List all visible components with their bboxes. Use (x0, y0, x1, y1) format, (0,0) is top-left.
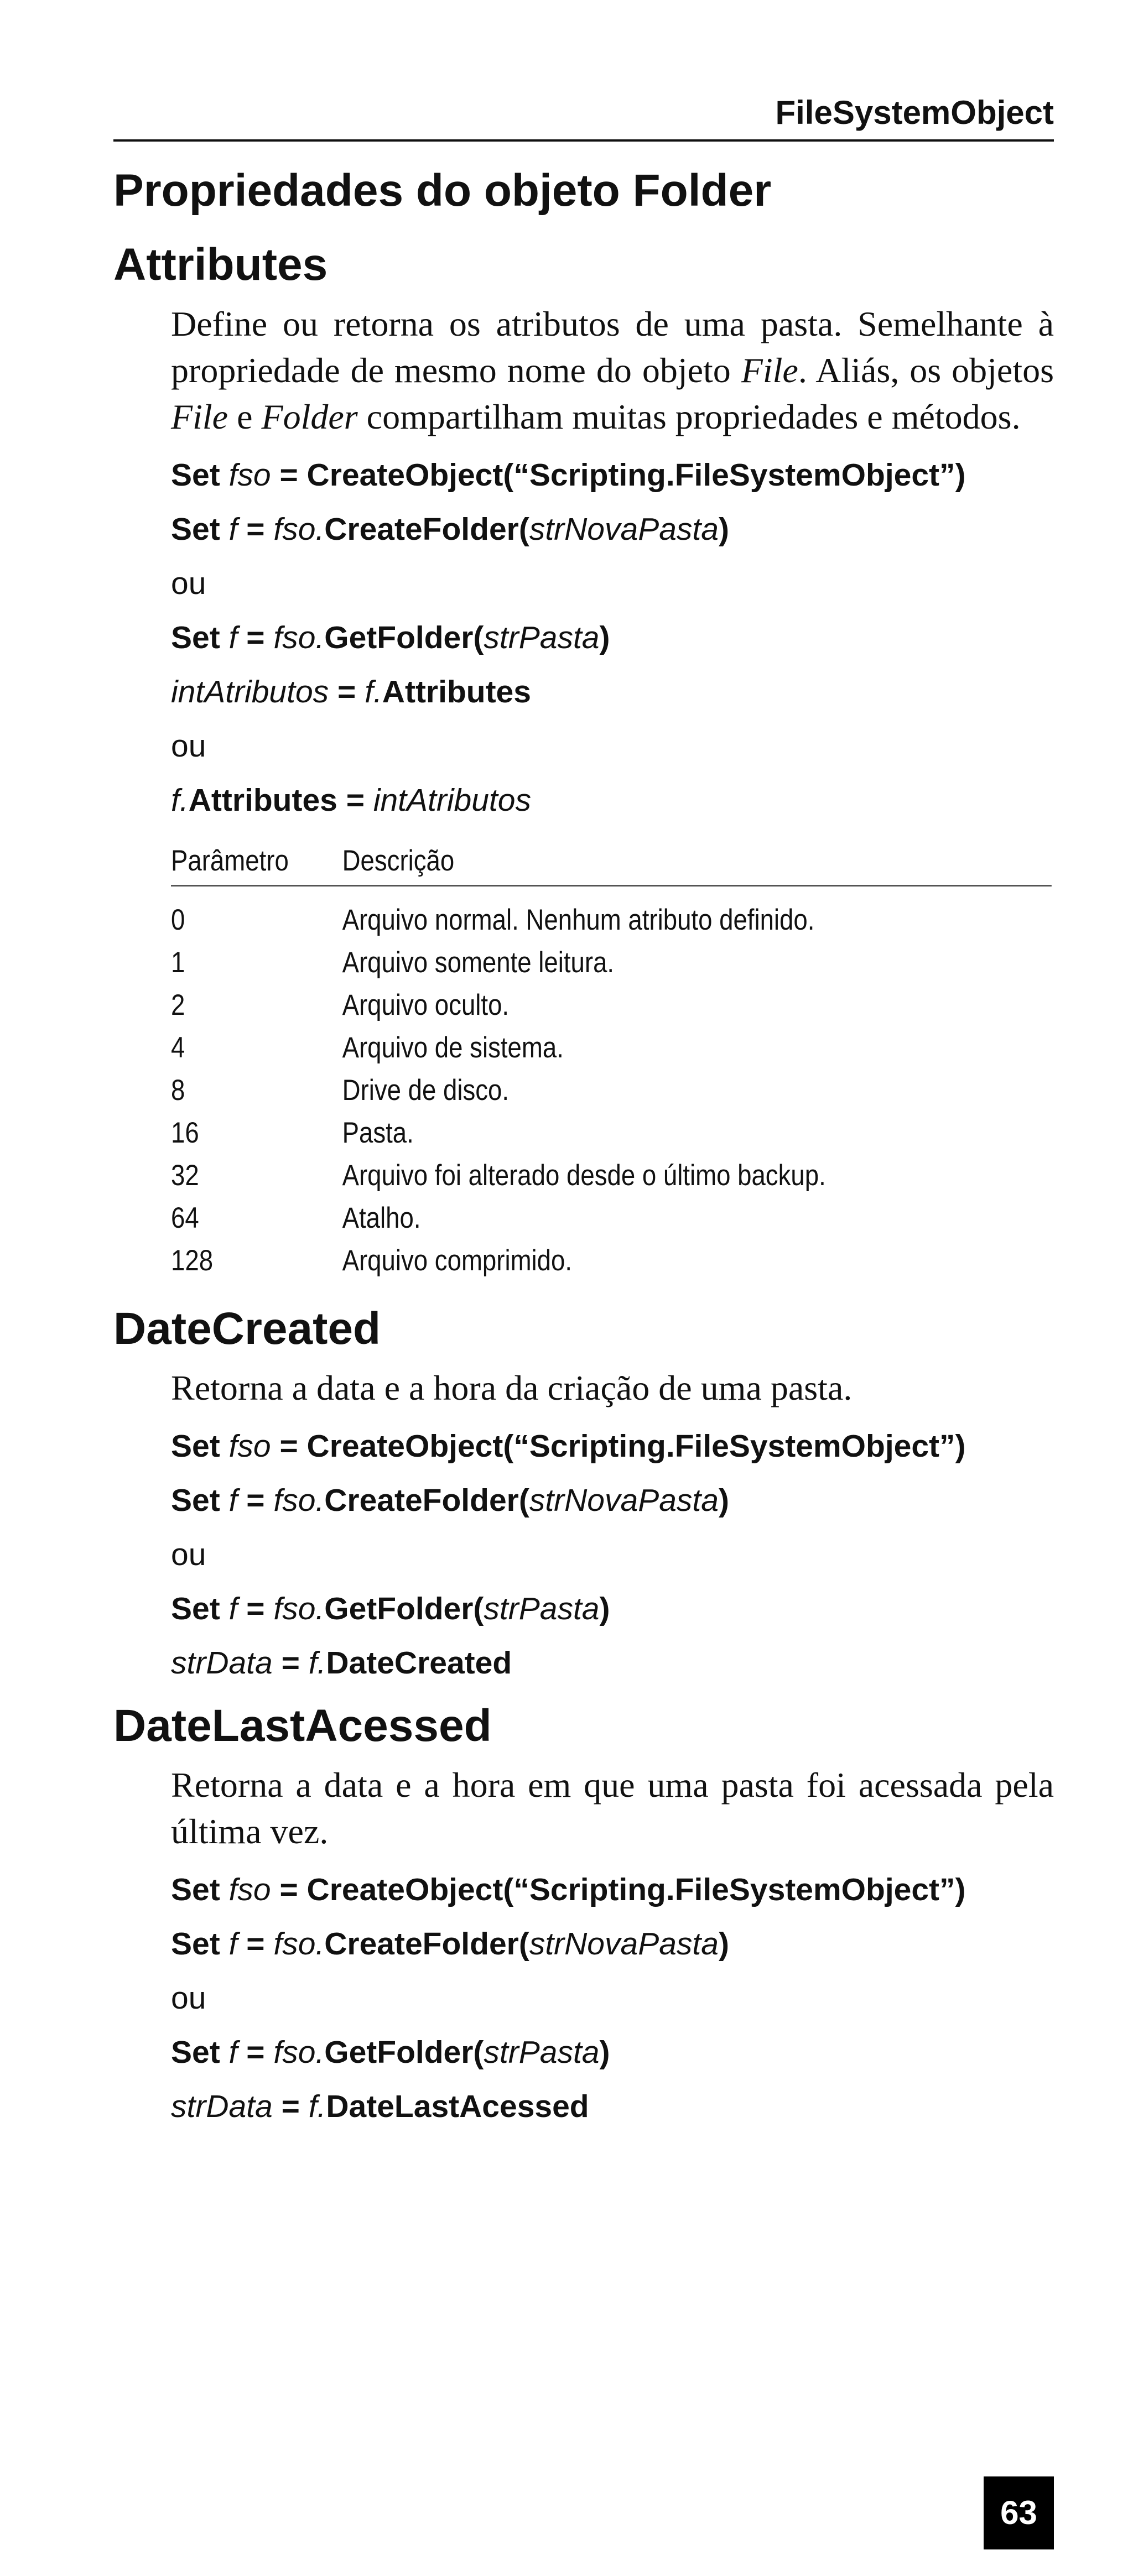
code-object: f. (171, 783, 189, 818)
table-row (171, 1069, 1052, 1112)
desc-text: Define ou retorna os atributos de uma pasta. Semelhante à propriedade de mesmo nome do objeto (171, 304, 1054, 390)
section-title-datecreated: DateCreated (113, 1303, 381, 1354)
code-line (171, 1419, 1054, 1473)
code-method: GetFolder( (324, 620, 484, 655)
running-head: FileSystemObject (775, 94, 1054, 131)
code-object: fso. (273, 1926, 325, 1962)
code-expression: = CreateObject(“Scripting.FileSystemObject”) (279, 457, 966, 493)
code-property: Attributes (382, 674, 531, 710)
section-datecreated (113, 1299, 1054, 1690)
attributes-body (171, 301, 1054, 1282)
table-cell-description: Drive de disco. (342, 1074, 510, 1107)
code-paren: ) (599, 620, 610, 655)
code-property: DateCreated (326, 1645, 512, 1681)
code-variable: f (228, 2035, 238, 2070)
header-rule (113, 139, 1054, 142)
table-cell-description: Arquivo comprimido. (342, 1244, 573, 1277)
code-variable: strData (171, 1645, 273, 1681)
table-header (171, 837, 1052, 887)
table-cell-parameter: 1 (171, 946, 185, 979)
code-line (171, 773, 1054, 827)
code-method: CreateFolder( (324, 1483, 529, 1518)
table-cell-parameter: 8 (171, 1074, 185, 1107)
code-variable: intAtributos (171, 674, 329, 710)
code-variable: f (228, 512, 238, 547)
table-row (171, 899, 1052, 941)
code-keyword: Set (171, 1483, 220, 1518)
code-or: ou (171, 1980, 206, 2016)
code-paren: ) (718, 1926, 729, 1962)
table-row (171, 1112, 1052, 1154)
code-object: f. (308, 1645, 326, 1681)
code-keyword: Set (171, 1428, 220, 1464)
code-keyword: Set (171, 1926, 220, 1962)
code-method: CreateFolder( (324, 1926, 529, 1962)
page-content (113, 160, 1054, 2134)
code-line (171, 611, 1054, 665)
code-argument: strPasta (484, 1591, 600, 1626)
table-row (171, 1197, 1052, 1239)
code-variable: fso (228, 1872, 271, 1907)
table-header-description: Descrição (342, 844, 455, 877)
table-cell-description: Atalho. (342, 1202, 421, 1234)
code-line (171, 665, 1054, 719)
desc-emphasis: File (171, 397, 228, 436)
desc-text: . Aliás, os objetos (798, 351, 1054, 390)
code-object: fso. (273, 512, 325, 547)
code-argument: strPasta (484, 2035, 600, 2070)
code-argument: strPasta (484, 620, 600, 655)
code-line (171, 1636, 1054, 1690)
table-row (171, 1026, 1052, 1069)
code-argument: strNovaPasta (529, 1926, 719, 1962)
code-variable: f (228, 1926, 238, 1962)
code-paren: ) (718, 512, 729, 547)
desc-text: compartilham muitas propriedades e métodos. (357, 397, 1021, 436)
page-number: 63 (984, 2476, 1054, 2549)
code-variable: f (228, 620, 238, 655)
code-object: fso. (273, 1591, 325, 1626)
table-cell-parameter: 128 (171, 1244, 214, 1277)
table-cell-parameter: 16 (171, 1117, 199, 1149)
code-argument: strNovaPasta (529, 1483, 719, 1518)
table-cell-description: Arquivo normal. Nenhum atributo definido. (342, 904, 815, 936)
code-variable: f (228, 1591, 238, 1626)
code-line (171, 1863, 1054, 1917)
table-cell-description: Arquivo oculto. (342, 989, 510, 1021)
table-row (171, 941, 1052, 984)
table-cell-description: Arquivo somente leitura. (342, 946, 615, 979)
table-cell-parameter: 64 (171, 1202, 199, 1234)
code-operator: = (237, 1591, 274, 1626)
code-expression: = CreateObject(“Scripting.FileSystemObject”) (279, 1428, 966, 1464)
code-paren: ) (599, 2035, 610, 2070)
code-operator: = (329, 674, 365, 710)
section-datelastacessed (113, 1696, 1054, 2134)
code-operator: = (272, 2089, 309, 2124)
code-operator: = (237, 512, 274, 547)
code-property: Attributes = (188, 783, 373, 818)
code-method: CreateFolder( (324, 512, 529, 547)
table-cell-parameter: 0 (171, 904, 185, 936)
datecreated-description: Retorna a data e a hora da criação de uma pasta. (171, 1368, 853, 1407)
table-cell-parameter: 32 (171, 1159, 199, 1192)
table-cell-parameter: 4 (171, 1031, 185, 1064)
section-title-attributes: Attributes (113, 239, 328, 290)
code-property: DateLastAcessed (326, 2089, 589, 2124)
code-keyword: Set (171, 620, 220, 655)
code-operator: = (237, 2035, 274, 2070)
code-line (171, 2079, 1054, 2134)
parameter-table (171, 837, 1054, 1282)
code-line (171, 1582, 1054, 1636)
code-variable: fso (228, 1428, 271, 1464)
datecreated-body (171, 1365, 1054, 1690)
table-row (171, 1154, 1052, 1197)
code-or: ou (171, 566, 206, 601)
code-method: GetFolder( (324, 1591, 484, 1626)
page-title: Propriedades do objeto Folder (113, 165, 772, 216)
datelastacessed-body (171, 1762, 1054, 2134)
table-row (171, 1239, 1052, 1282)
code-paren: ) (718, 1483, 729, 1518)
code-keyword: Set (171, 2035, 220, 2070)
code-keyword: Set (171, 512, 220, 547)
table-row (171, 984, 1052, 1026)
code-object: f. (365, 674, 382, 710)
desc-emphasis: File (741, 351, 798, 390)
table-header-parameter: Parâmetro (171, 844, 289, 877)
code-keyword: Set (171, 1591, 220, 1626)
code-or: ou (171, 1537, 206, 1572)
desc-emphasis: Folder (261, 397, 358, 436)
section-attributes (113, 234, 1054, 1282)
code-line (171, 448, 1054, 502)
code-variable: intAtributos (373, 783, 531, 818)
code-argument: strNovaPasta (529, 512, 719, 547)
code-keyword: Set (171, 1872, 220, 1907)
attributes-description (171, 301, 1054, 440)
table-cell-description: Arquivo de sistema. (342, 1031, 564, 1064)
code-object: fso. (273, 620, 325, 655)
table-cell-description: Pasta. (342, 1117, 414, 1149)
code-keyword: Set (171, 457, 220, 493)
datelastacessed-description: Retorna a data e a hora em que uma pasta foi acessada pela última vez. (171, 1765, 1054, 1851)
table-cell-description: Arquivo foi alterado desde o último backup. (342, 1159, 826, 1192)
code-or: ou (171, 728, 206, 764)
code-line (171, 1917, 1054, 1971)
code-line (171, 1473, 1054, 1527)
code-variable: f (228, 1483, 238, 1518)
code-paren: ) (599, 1591, 610, 1626)
desc-text: e (228, 397, 262, 436)
code-variable: fso (228, 457, 271, 493)
code-operator: = (272, 1645, 309, 1681)
code-variable: strData (171, 2089, 273, 2124)
section-title-datelastacessed: DateLastAcessed (113, 1701, 492, 1751)
code-object: fso. (273, 1483, 325, 1518)
code-object: f. (308, 2089, 326, 2124)
code-operator: = (237, 1483, 274, 1518)
code-method: GetFolder( (324, 2035, 484, 2070)
code-operator: = (237, 620, 274, 655)
table-body (171, 899, 1054, 1282)
code-operator: = (237, 1926, 274, 1962)
code-line (171, 2025, 1054, 2079)
table-cell-parameter: 2 (171, 989, 185, 1021)
code-object: fso. (273, 2035, 325, 2070)
code-expression: = CreateObject(“Scripting.FileSystemObject”) (279, 1872, 966, 1907)
code-line (171, 502, 1054, 556)
